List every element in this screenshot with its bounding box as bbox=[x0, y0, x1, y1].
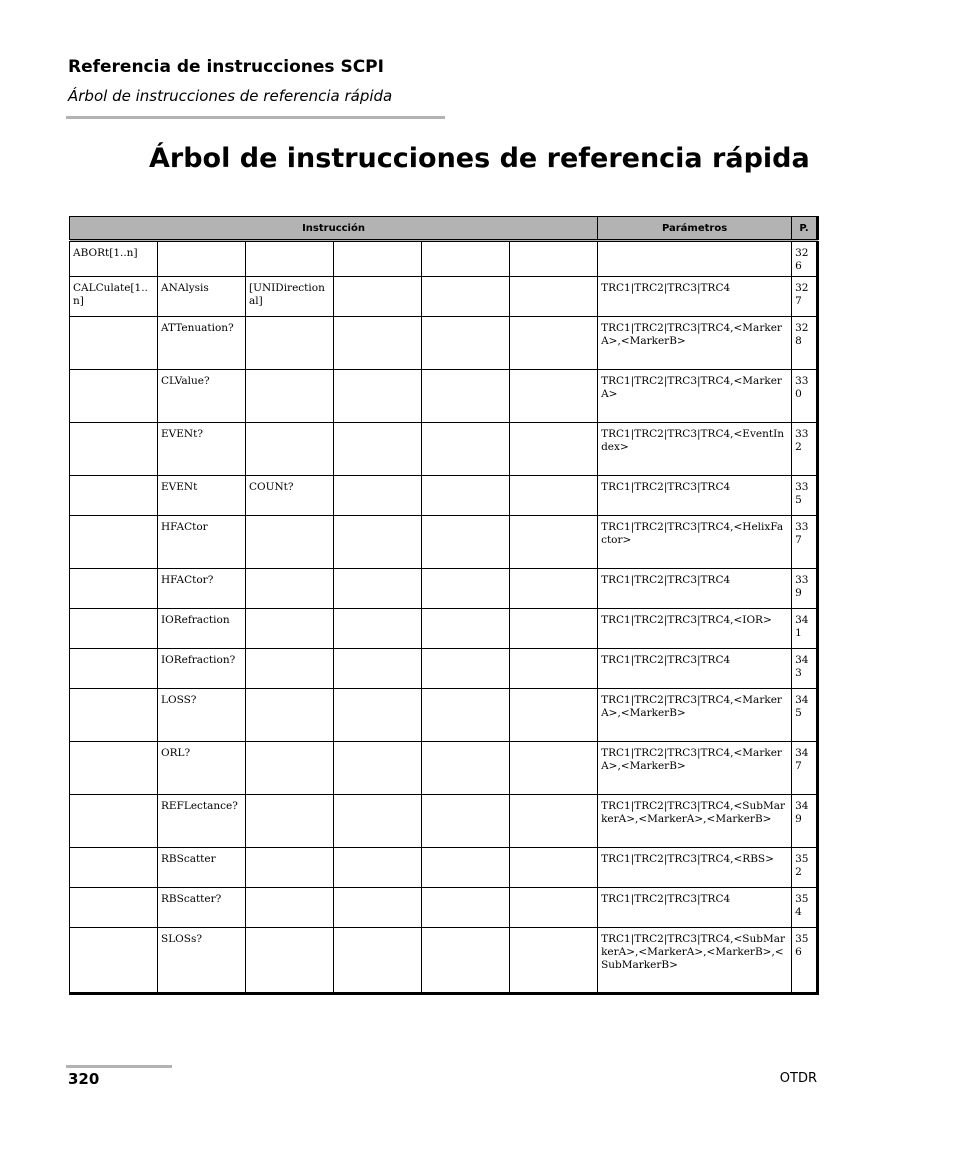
instruction-level-3-cell bbox=[246, 848, 334, 888]
table-row bbox=[70, 241, 818, 277]
instruction-level-6-cell bbox=[510, 476, 598, 516]
instruction-level-6-cell bbox=[510, 928, 598, 994]
table-row bbox=[70, 317, 818, 370]
table-row bbox=[70, 609, 818, 649]
parameters-cell: TRC1|TRC2|TRC3|TRC4,<EventIndex> bbox=[598, 423, 792, 476]
instruction-level-2-cell: CLValue? bbox=[158, 370, 246, 423]
instruction-level-4-cell bbox=[334, 370, 422, 423]
instruction-level-2-cell: ANAlysis bbox=[158, 277, 246, 317]
instruction-level-5-cell bbox=[422, 649, 510, 689]
instruction-level-6-cell bbox=[510, 241, 598, 277]
page-cell: 330 bbox=[792, 370, 818, 423]
instruction-level-6-cell bbox=[510, 795, 598, 848]
instruction-level-3-cell bbox=[246, 795, 334, 848]
table-row bbox=[70, 277, 818, 317]
instruction-level-5-cell bbox=[422, 277, 510, 317]
instruction-level-6-cell bbox=[510, 423, 598, 476]
table-row bbox=[70, 689, 818, 742]
instruction-level-1-cell bbox=[70, 476, 158, 516]
header-parameters: Parámetros bbox=[598, 217, 792, 241]
instruction-level-4-cell bbox=[334, 516, 422, 569]
instruction-level-3-cell bbox=[246, 370, 334, 423]
instruction-level-1-cell bbox=[70, 689, 158, 742]
table-row bbox=[70, 928, 818, 994]
header-subtitle: Árbol de instrucciones de referencia rápida bbox=[68, 87, 393, 105]
instruction-level-3-cell bbox=[246, 609, 334, 649]
instruction-level-5-cell bbox=[422, 370, 510, 423]
parameters-cell: TRC1|TRC2|TRC3|TRC4,<MarkerA>,<MarkerB> bbox=[598, 317, 792, 370]
instruction-level-4-cell bbox=[334, 423, 422, 476]
page-cell: 328 bbox=[792, 317, 818, 370]
instruction-level-4-cell bbox=[334, 609, 422, 649]
instruction-level-2-cell: IORefraction? bbox=[158, 649, 246, 689]
parameters-cell: TRC1|TRC2|TRC3|TRC4 bbox=[598, 569, 792, 609]
instruction-level-1-cell bbox=[70, 423, 158, 476]
instruction-level-1-cell: CALCulate[1..n] bbox=[70, 277, 158, 317]
page-cell: 332 bbox=[792, 423, 818, 476]
table-row bbox=[70, 888, 818, 928]
page-cell: 345 bbox=[792, 689, 818, 742]
table-row bbox=[70, 795, 818, 848]
page-cell: 339 bbox=[792, 569, 818, 609]
instruction-level-1-cell bbox=[70, 742, 158, 795]
instruction-level-1-cell bbox=[70, 649, 158, 689]
parameters-cell: TRC1|TRC2|TRC3|TRC4,<SubMarkerA>,<MarkerA>,<MarkerB>,<SubMarkerB> bbox=[598, 928, 792, 994]
instruction-level-6-cell bbox=[510, 370, 598, 423]
instruction-level-4-cell bbox=[334, 928, 422, 994]
page-cell: 343 bbox=[792, 649, 818, 689]
header-title: Referencia de instrucciones SCPI bbox=[68, 57, 384, 77]
instruction-level-2-cell: HFACtor? bbox=[158, 569, 246, 609]
instruction-level-1-cell bbox=[70, 317, 158, 370]
parameters-cell: TRC1|TRC2|TRC3|TRC4,<RBS> bbox=[598, 848, 792, 888]
instruction-level-2-cell: RBScatter? bbox=[158, 888, 246, 928]
page-cell: 356 bbox=[792, 928, 818, 994]
table-header-row bbox=[70, 217, 818, 241]
parameters-cell: TRC1|TRC2|TRC3|TRC4,<MarkerA> bbox=[598, 370, 792, 423]
instruction-level-3-cell bbox=[246, 516, 334, 569]
instruction-level-4-cell bbox=[334, 241, 422, 277]
instruction-level-3-cell bbox=[246, 742, 334, 795]
page-cell: 347 bbox=[792, 742, 818, 795]
instruction-level-2-cell: REFLectance? bbox=[158, 795, 246, 848]
parameters-cell: TRC1|TRC2|TRC3|TRC4 bbox=[598, 888, 792, 928]
instruction-level-6-cell bbox=[510, 742, 598, 795]
instruction-level-1-cell bbox=[70, 569, 158, 609]
page-cell: 349 bbox=[792, 795, 818, 848]
instruction-level-3-cell bbox=[246, 689, 334, 742]
instruction-level-1-cell bbox=[70, 370, 158, 423]
instruction-level-6-cell bbox=[510, 317, 598, 370]
instruction-level-3-cell bbox=[246, 423, 334, 476]
instruction-level-6-cell bbox=[510, 569, 598, 609]
parameters-cell: TRC1|TRC2|TRC3|TRC4 bbox=[598, 649, 792, 689]
header-divider bbox=[66, 116, 445, 119]
instruction-level-4-cell bbox=[334, 277, 422, 317]
parameters-cell: TRC1|TRC2|TRC3|TRC4,<HelixFactor> bbox=[598, 516, 792, 569]
instruction-level-1-cell bbox=[70, 516, 158, 569]
table-row bbox=[70, 742, 818, 795]
instruction-level-2-cell: EVENt bbox=[158, 476, 246, 516]
parameters-cell: TRC1|TRC2|TRC3|TRC4 bbox=[598, 476, 792, 516]
footer-page-number: 320 bbox=[68, 1070, 100, 1088]
instruction-level-2-cell: LOSS? bbox=[158, 689, 246, 742]
instruction-level-5-cell bbox=[422, 609, 510, 649]
instruction-level-3-cell bbox=[246, 569, 334, 609]
instruction-level-6-cell bbox=[510, 888, 598, 928]
instruction-level-4-cell bbox=[334, 795, 422, 848]
table-row bbox=[70, 476, 818, 516]
instruction-level-3-cell bbox=[246, 317, 334, 370]
table-row bbox=[70, 423, 818, 476]
instruction-level-4-cell bbox=[334, 317, 422, 370]
instruction-level-1-cell bbox=[70, 928, 158, 994]
parameters-cell: TRC1|TRC2|TRC3|TRC4,<MarkerA>,<MarkerB> bbox=[598, 742, 792, 795]
instruction-level-4-cell bbox=[334, 649, 422, 689]
page-cell: 352 bbox=[792, 848, 818, 888]
parameters-cell: TRC1|TRC2|TRC3|TRC4,<MarkerA>,<MarkerB> bbox=[598, 689, 792, 742]
instruction-level-2-cell: EVENt? bbox=[158, 423, 246, 476]
footer-doc-name: OTDR bbox=[779, 1071, 817, 1086]
page-cell: 335 bbox=[792, 476, 818, 516]
page-cell: 354 bbox=[792, 888, 818, 928]
instruction-level-4-cell bbox=[334, 569, 422, 609]
instruction-level-2-cell bbox=[158, 241, 246, 277]
instruction-level-6-cell bbox=[510, 848, 598, 888]
instruction-table-container bbox=[69, 216, 819, 995]
instruction-level-6-cell bbox=[510, 689, 598, 742]
parameters-cell: TRC1|TRC2|TRC3|TRC4,<SubMarkerA>,<MarkerA>,<MarkerB> bbox=[598, 795, 792, 848]
instruction-level-4-cell bbox=[334, 848, 422, 888]
instruction-level-5-cell bbox=[422, 888, 510, 928]
instruction-level-2-cell: ORL? bbox=[158, 742, 246, 795]
instruction-level-3-cell bbox=[246, 928, 334, 994]
instruction-level-2-cell: IORefraction bbox=[158, 609, 246, 649]
page-title: Árbol de instrucciones de referencia rápida bbox=[149, 143, 810, 174]
instruction-level-4-cell bbox=[334, 742, 422, 795]
instruction-level-5-cell bbox=[422, 742, 510, 795]
instruction-level-5-cell bbox=[422, 689, 510, 742]
instruction-level-2-cell: ATTenuation? bbox=[158, 317, 246, 370]
instruction-level-2-cell: HFACtor bbox=[158, 516, 246, 569]
instruction-level-4-cell bbox=[334, 888, 422, 928]
instruction-level-6-cell bbox=[510, 277, 598, 317]
parameters-cell: TRC1|TRC2|TRC3|TRC4 bbox=[598, 277, 792, 317]
instruction-level-1-cell: ABORt[1..n] bbox=[70, 241, 158, 277]
instruction-level-3-cell bbox=[246, 888, 334, 928]
instruction-level-3-cell bbox=[246, 241, 334, 277]
page-cell: 341 bbox=[792, 609, 818, 649]
instruction-level-1-cell bbox=[70, 848, 158, 888]
instruction-level-6-cell bbox=[510, 649, 598, 689]
instruction-level-5-cell bbox=[422, 569, 510, 609]
table-row bbox=[70, 848, 818, 888]
page-cell: 326 bbox=[792, 241, 818, 277]
instruction-level-5-cell bbox=[422, 516, 510, 569]
instruction-level-1-cell bbox=[70, 888, 158, 928]
instruction-level-5-cell bbox=[422, 476, 510, 516]
parameters-cell: TRC1|TRC2|TRC3|TRC4,<IOR> bbox=[598, 609, 792, 649]
instruction-level-2-cell: SLOSs? bbox=[158, 928, 246, 994]
instruction-level-6-cell bbox=[510, 516, 598, 569]
instruction-level-3-cell bbox=[246, 649, 334, 689]
table-row bbox=[70, 569, 818, 609]
instruction-level-4-cell bbox=[334, 476, 422, 516]
instruction-level-1-cell bbox=[70, 609, 158, 649]
parameters-cell bbox=[598, 241, 792, 277]
page-cell: 337 bbox=[792, 516, 818, 569]
instruction-level-6-cell bbox=[510, 609, 598, 649]
page-cell: 327 bbox=[792, 277, 818, 317]
instruction-level-2-cell: RBScatter bbox=[158, 848, 246, 888]
header-instruction: Instrucción bbox=[70, 217, 598, 241]
instruction-level-4-cell bbox=[334, 689, 422, 742]
instruction-level-5-cell bbox=[422, 848, 510, 888]
instruction-level-5-cell bbox=[422, 317, 510, 370]
instruction-level-3-cell: COUNt? bbox=[246, 476, 334, 516]
table-row bbox=[70, 649, 818, 689]
table-row bbox=[70, 370, 818, 423]
instruction-table bbox=[69, 216, 819, 995]
footer-divider bbox=[66, 1065, 172, 1068]
instruction-level-5-cell bbox=[422, 423, 510, 476]
table-row bbox=[70, 516, 818, 569]
instruction-level-3-cell: [UNIDirectional] bbox=[246, 277, 334, 317]
header-page: P. bbox=[792, 217, 818, 241]
instruction-level-5-cell bbox=[422, 241, 510, 277]
instruction-level-5-cell bbox=[422, 795, 510, 848]
instruction-level-1-cell bbox=[70, 795, 158, 848]
instruction-level-5-cell bbox=[422, 928, 510, 994]
